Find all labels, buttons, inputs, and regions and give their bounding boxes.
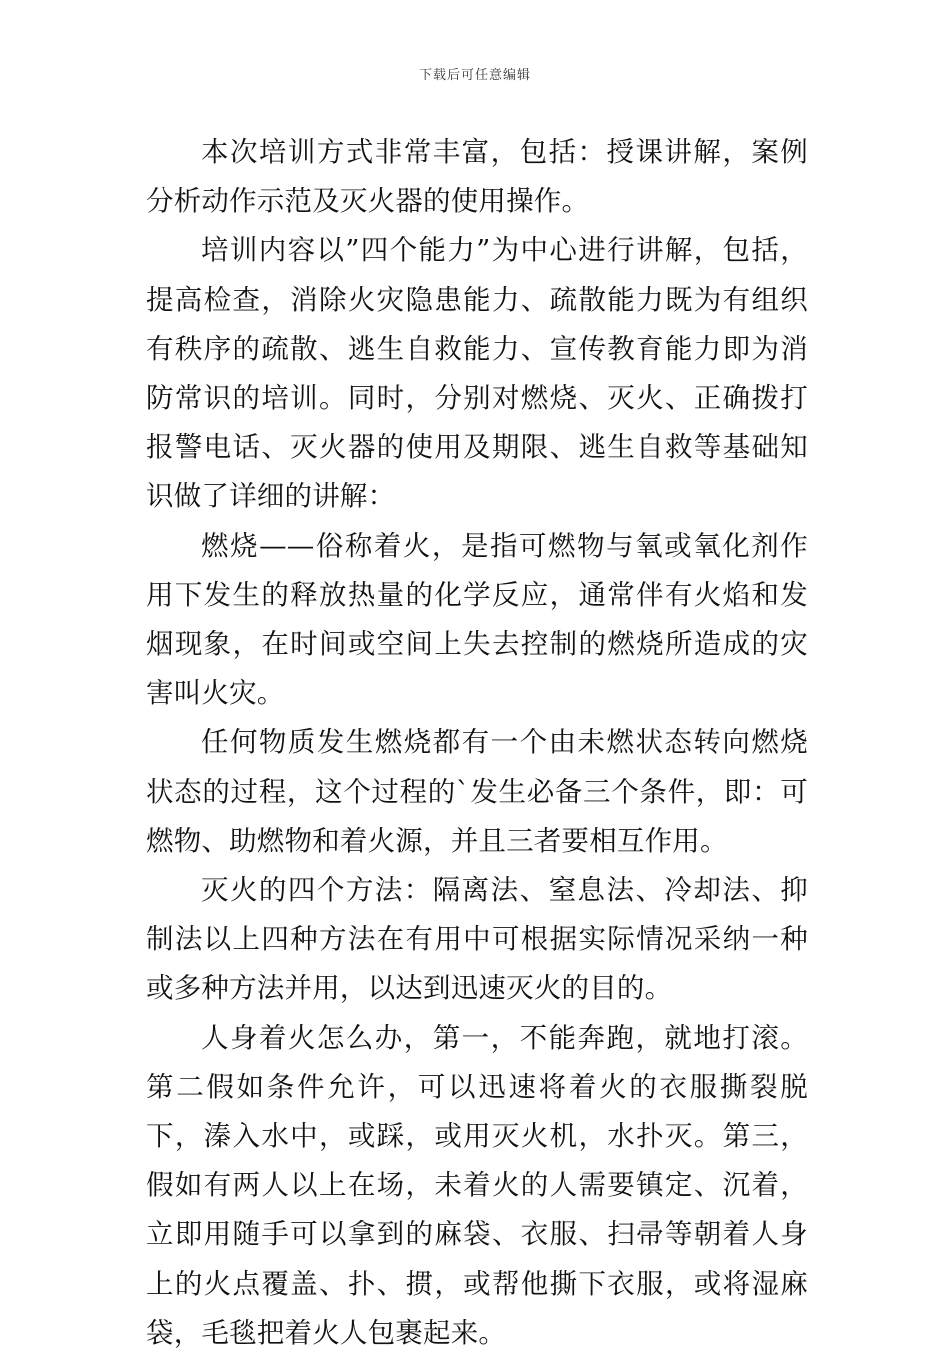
paragraph-person-on-fire: 人身着火怎么办，第一，不能奔跑，就地打滚。第二假如条件允许，可以迅速将着火的衣服撕裂脱下，溱入水中，或踩，或用灭火机，水扑灭。第三，假如有两人以上在场，未着火的人需要镇定、沉着，立即用随手可以拿到的麻袋、衣服、扫帚等朝着人身上的火点覆盖、扑、掼，或帮他撕下衣服，或将湿麻袋，毛毯把着火人包裹起来。 — [146, 1021, 808, 1349]
header-note: 下载后可任意编辑 — [418, 68, 531, 83]
paragraph-combustion: 燃烧——俗称着火，是指可燃物与氧或氧化剂作用下发生的释放热量的化学反应，通常伴有火焰和发烟现象，在时间或空间上失去控制的燃烧所造成的灾害叫火灾。 — [146, 529, 808, 710]
paragraph-training-methods: 本次培训方式非常丰富，包括：授课讲解，案例分析动作示范及灭火器的使用操作。 — [146, 136, 808, 218]
paragraph-fire-conditions: 任何物质发生燃烧都有一个由未燃状态转向燃烧状态的过程，这个过程的`发生必备三个条件，即：可燃物、助燃物和着火源，并且三者要相互作用。 — [146, 726, 808, 857]
paragraph-training-content: 培训内容以”四个能力”为中心进行讲解，包括，提高检查，消除火灾隐患能力、疏散能力既为有组织有秩序的疏散、逃生自救能力、宣传教育能力即为消防常识的培训。同时，分别对燃烧、灭火、正确拨打报警电话、灭火器的使用及期限、逃生自救等基础知识做了详细的讲解： — [146, 234, 808, 513]
document-body — [146, 128, 808, 1358]
paragraph-extinguishing-methods: 灭火的四个方法：隔离法、窒息法、冷却法、抑制法以上四种方法在有用中可根据实际情况采纳一种或多种方法并用，以达到迅速灭火的目的。 — [146, 874, 808, 1005]
